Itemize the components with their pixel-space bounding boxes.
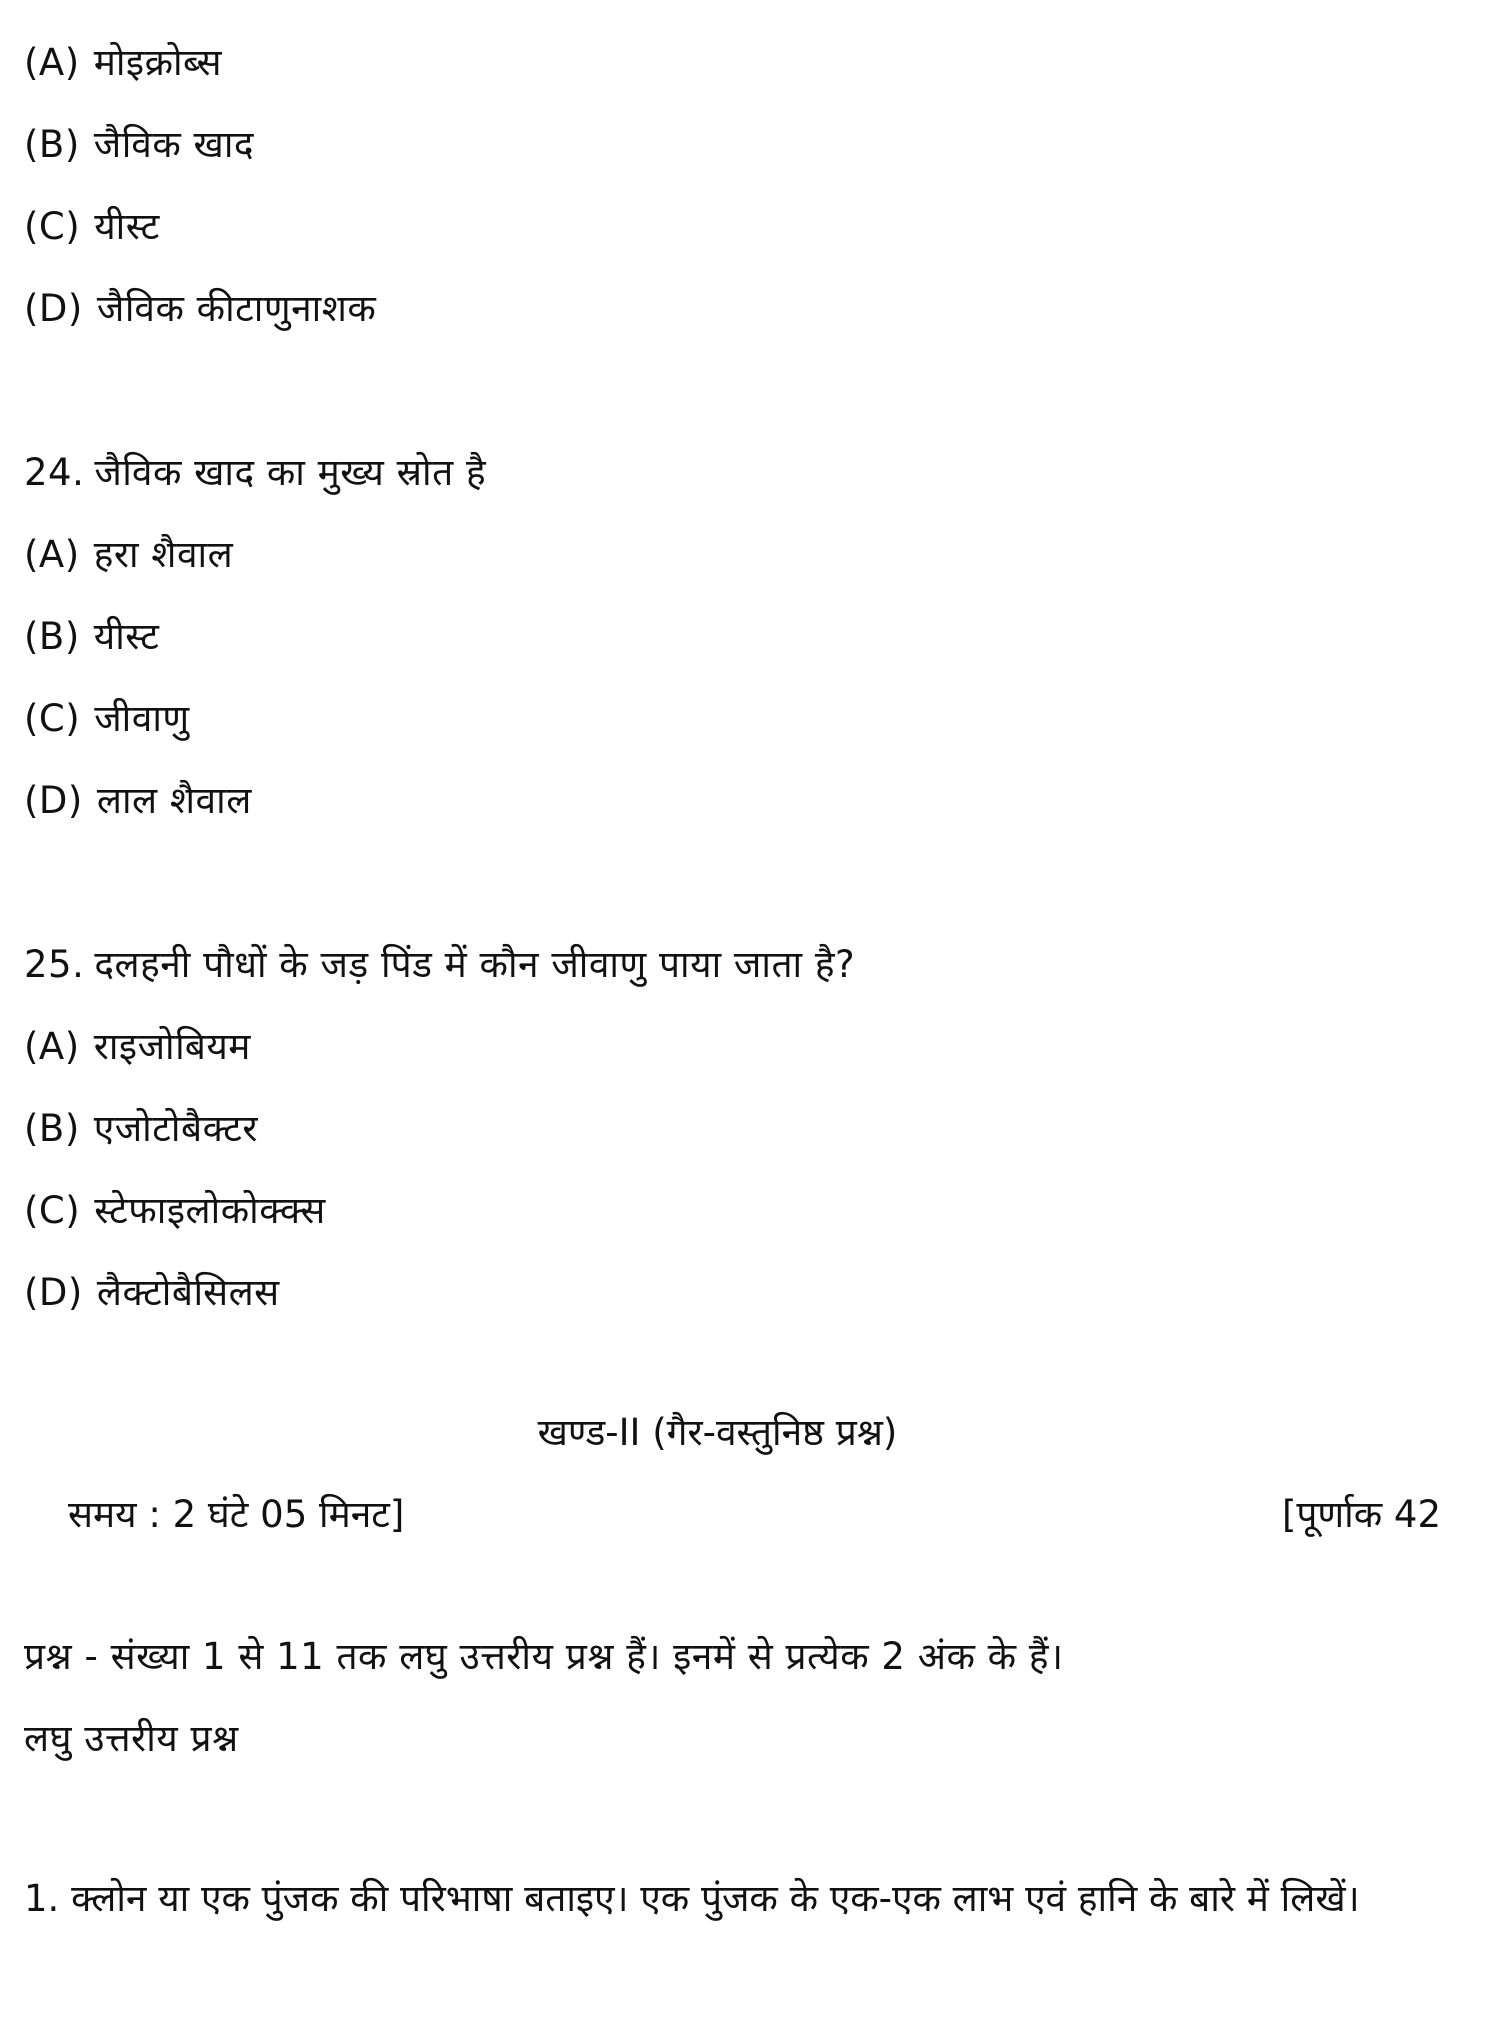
option-text: लैक्टोबैसिलस	[96, 1271, 280, 1314]
option-text: जैविक खाद	[93, 123, 255, 166]
q25-option-b	[24, 1104, 258, 1154]
q23-option-a	[24, 38, 222, 88]
option-text: स्टेफाइलोकोक्क्स	[94, 1189, 326, 1232]
option-letter: (B)	[24, 1107, 80, 1150]
option-text: हरा शैवाल	[93, 533, 234, 576]
option-letter: (B)	[24, 615, 80, 658]
option-text: एजोटोबैक्टर	[93, 1107, 259, 1150]
q25-question	[24, 940, 855, 990]
q24-option-a	[24, 530, 233, 580]
q25-option-d	[24, 1268, 280, 1318]
q24-option-c	[24, 694, 190, 744]
instruction-line: प्रश्न - संख्या 1 से 11 तक लघु उत्तरीय प्रश्न हैं। इनमें से प्रत्येक 2 अंक के हैं।	[24, 1635, 1064, 1678]
option-letter: (D)	[24, 287, 83, 330]
option-text: यीस्ट	[93, 615, 160, 658]
q24-option-d	[24, 776, 252, 826]
option-letter: (C)	[24, 697, 81, 740]
option-letter: (D)	[24, 779, 83, 822]
option-text: जीवाणु	[94, 697, 190, 740]
full-marks: [पूर्णाक 42	[1281, 1493, 1441, 1536]
option-letter: (A)	[24, 1025, 80, 1068]
q25-option-a	[24, 1022, 251, 1072]
option-text: यीस्ट	[94, 205, 160, 248]
short-answer-heading: लघु उत्तरीय प्रश्न	[24, 1717, 239, 1760]
option-text: जैविक कीटाणुनाशक	[96, 287, 377, 330]
question-number: 24.	[24, 451, 85, 494]
question-text: जैविक खाद का मुख्य स्रोत है	[94, 451, 487, 494]
q23-option-d	[24, 284, 376, 334]
q25-option-c	[24, 1186, 326, 1236]
option-letter: (D)	[24, 1271, 83, 1314]
q24-option-b	[24, 612, 159, 662]
q23-option-c	[24, 202, 160, 252]
option-letter: (B)	[24, 123, 80, 166]
option-letter: (A)	[24, 533, 80, 576]
q23-option-b	[24, 120, 254, 170]
question-text: दलहनी पौधों के जड़ पिंड में कौन जीवाणु पाया जाता है?	[94, 943, 856, 986]
option-letter: (C)	[24, 205, 81, 248]
option-letter: (A)	[24, 41, 80, 84]
option-text: राइजोबियम	[93, 1025, 251, 1068]
time-allowed: समय : 2 घंटे 05 मिनट]	[68, 1493, 405, 1536]
question-number: 25.	[24, 943, 85, 986]
section-title: खण्ड-II (गैर-वस्तुनिष्ठ प्रश्न)	[537, 1411, 898, 1454]
option-text: लाल शैवाल	[96, 779, 252, 822]
q24-question	[24, 448, 486, 498]
option-letter: (C)	[24, 1189, 81, 1232]
q1-question: 1. क्लोन या एक पुंजक की परिभाषा बताइए। एक पुंजक के एक-एक लाभ एवं हानि के बारे में लिखें।	[24, 1877, 1360, 1920]
option-text: मोइक्रोब्स	[93, 41, 222, 84]
